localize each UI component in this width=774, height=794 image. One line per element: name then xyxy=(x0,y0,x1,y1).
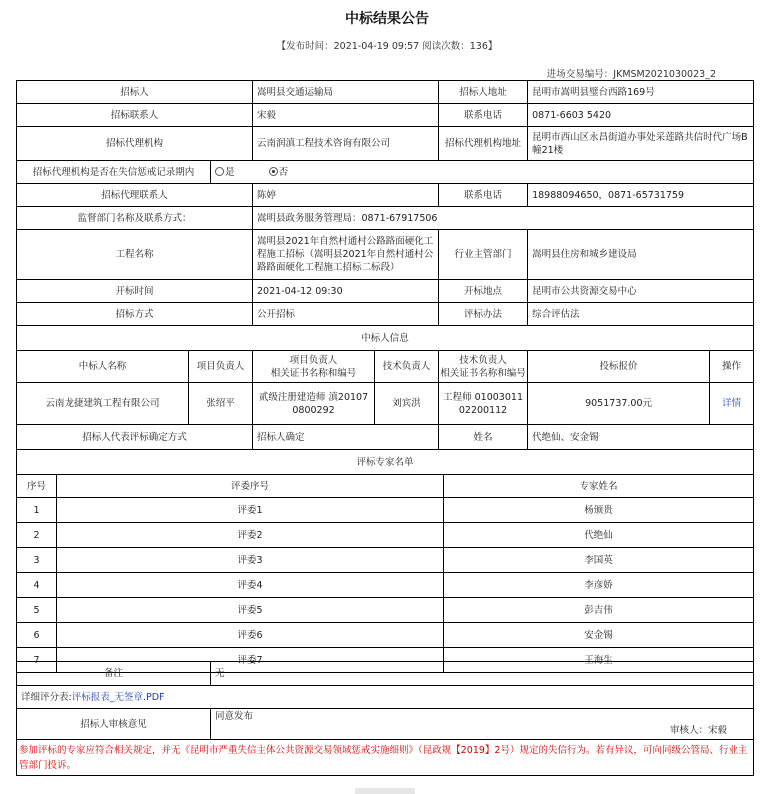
winner-tech-cert: 工程师 0100301102200112 xyxy=(439,383,528,425)
detail-pdf-link[interactable]: 评标报表_无签章.PDF xyxy=(71,691,165,703)
reviewer: 审核人：宋毅 xyxy=(669,725,727,736)
expert-seq: 评委7 xyxy=(57,648,444,673)
winner-header-tech: 技术负责人 xyxy=(375,351,439,383)
row-tenderer xyxy=(17,81,754,104)
agency-label: 招标代理机构 xyxy=(17,127,253,161)
project-label: 工程名称 xyxy=(17,230,253,280)
remark-value: 无 xyxy=(211,662,754,686)
contact-value: 宋毅 xyxy=(253,104,439,127)
row-winner xyxy=(17,383,754,425)
phone-label: 联系电话 xyxy=(439,104,528,127)
supervise-value: 嵩明县政务服务管理局：0871-67917506 xyxy=(253,207,754,230)
row-notice xyxy=(17,740,754,776)
row-supervise xyxy=(17,207,754,230)
winner-section-title: 中标人信息 xyxy=(17,326,754,351)
table-row xyxy=(17,548,754,573)
tenderer-address-label: 招标人地址 xyxy=(439,81,528,104)
table-row xyxy=(17,598,754,623)
table-row xyxy=(17,498,754,523)
row-confirm xyxy=(17,425,754,450)
winner-name: 云南龙捷建筑工程有限公司 xyxy=(17,383,189,425)
bottom-scroll-tab xyxy=(355,788,415,794)
winner-header-pm-cert: 项目负责人 相关证书名称和编号 xyxy=(253,351,375,383)
contact-label: 招标联系人 xyxy=(17,104,253,127)
row-agency-contact xyxy=(17,184,754,207)
expert-seq: 评委4 xyxy=(57,573,444,598)
agency-phone-label: 联系电话 xyxy=(439,184,528,207)
agency-address-label: 招标代理机构地址 xyxy=(439,127,528,161)
radio-yes-icon xyxy=(215,167,224,176)
tenderer-value: 嵩明县交通运输局 xyxy=(253,81,439,104)
page-title: 中标结果公告 xyxy=(345,11,429,27)
winner-tech: 刘宾洪 xyxy=(375,383,439,425)
agency-address-value: 昆明市西山区永昌街道办事处采莲路共信时代广场B幢21楼 xyxy=(528,127,754,161)
detail-cell xyxy=(17,686,754,709)
expert-name: 安金锡 xyxy=(444,623,754,648)
winner-pm: 张绍平 xyxy=(189,383,253,425)
radio-yes-label: 是 xyxy=(225,166,235,178)
confirm-name-value: 代绝仙、安金锡 xyxy=(528,425,754,450)
winner-pm-cert: 贰级注册建造师 滇201070800292 xyxy=(253,383,375,425)
expert-no: 5 xyxy=(17,598,57,623)
radio-yes[interactable] xyxy=(215,167,235,178)
expert-seq: 评委1 xyxy=(57,498,444,523)
expert-no: 4 xyxy=(17,573,57,598)
notice-text: 参加评标的专家应符合相关规定，并无《昆明市严重失信主体公共资源交易领域惩戒实施细则》（昆政规【2019】2号）规定的失信行为。若有异议，可向同级公管局、行业主管部门投诉。 xyxy=(17,740,754,776)
row-experts-section xyxy=(17,450,754,475)
expert-header-seq: 评委序号 xyxy=(57,475,444,498)
industry-label: 行业主管部门 xyxy=(439,230,528,280)
radio-no-selected-icon xyxy=(269,167,278,176)
supervise-label: 监督部门名称及联系方式： xyxy=(17,207,253,230)
row-detail xyxy=(17,686,754,709)
winner-header-tech-cert: 技术负责人 相关证书名称和编号 xyxy=(439,351,528,383)
expert-seq: 评委6 xyxy=(57,623,444,648)
open-place-value: 昆明市公共资源交易中心 xyxy=(528,280,754,303)
winner-bid: 9051737.00元 xyxy=(528,383,710,425)
agency-value: 云南润滇工程技术咨询有限公司 xyxy=(253,127,439,161)
expert-seq: 评委2 xyxy=(57,523,444,548)
publish-meta: 【发布时间：2021-04-19 09:57 阅读次数：136】 xyxy=(276,41,498,52)
row-winner-header xyxy=(17,351,754,383)
agency-phone-value: 18988094650，0871-65731759 xyxy=(528,184,754,207)
winner-header-op: 操作 xyxy=(710,351,754,383)
expert-no: 3 xyxy=(17,548,57,573)
expert-name: 王海生 xyxy=(444,648,754,673)
row-method xyxy=(17,303,754,326)
expert-name: 李国英 xyxy=(444,548,754,573)
row-agency xyxy=(17,127,754,161)
tenderer-label: 招标人 xyxy=(17,81,253,104)
trade-number: 进场交易编号：JKMSM2021030023_2 xyxy=(546,69,716,80)
winner-detail-link[interactable]: 详情 xyxy=(710,383,754,425)
eval-value: 综合评估法 xyxy=(528,303,754,326)
phone-value: 0871-6603 5420 xyxy=(528,104,754,127)
eval-label: 评标办法 xyxy=(439,303,528,326)
review-label: 招标人审核意见 xyxy=(17,709,211,740)
open-place-label: 开标地点 xyxy=(439,280,528,303)
footer-table xyxy=(16,661,754,776)
method-label: 招标方式 xyxy=(17,303,253,326)
expert-no: 7 xyxy=(17,648,57,673)
confirm-name-label: 姓名 xyxy=(439,425,528,450)
expert-no: 6 xyxy=(17,623,57,648)
row-winner-section xyxy=(17,326,754,351)
table-row xyxy=(17,523,754,548)
industry-value: 嵩明县住房和城乡建设局 xyxy=(528,230,754,280)
table-row xyxy=(17,623,754,648)
row-project xyxy=(17,230,754,280)
expert-no: 1 xyxy=(17,498,57,523)
expert-name: 代绝仙 xyxy=(444,523,754,548)
method-value: 公开招标 xyxy=(253,303,439,326)
confirm-value: 招标人确定 xyxy=(253,425,439,450)
row-discipline xyxy=(17,161,754,184)
expert-name: 李彦娇 xyxy=(444,573,754,598)
experts-section-title: 评标专家名单 xyxy=(17,450,754,475)
table-row xyxy=(17,573,754,598)
review-value: 同意发布 xyxy=(215,711,254,722)
winner-header-name: 中标人名称 xyxy=(17,351,189,383)
result-table xyxy=(16,80,754,475)
open-time-label: 开标时间 xyxy=(17,280,253,303)
expert-name: 杨颁贵 xyxy=(444,498,754,523)
discipline-options xyxy=(211,161,754,184)
project-value: 嵩明县2021年自然村通村公路路面硬化工程施工招标（嵩明县2021年自然村通村公路路面硬化工程施工招标二标段） xyxy=(253,230,439,280)
expert-seq: 评委5 xyxy=(57,598,444,623)
row-review xyxy=(17,709,754,740)
detail-prefix: 详细评分表: xyxy=(21,691,72,703)
agency-contact-value: 陈婷 xyxy=(253,184,439,207)
expert-seq: 评委3 xyxy=(57,548,444,573)
expert-no: 2 xyxy=(17,523,57,548)
discipline-label: 招标代理机构是否在失信惩戒记录期内 xyxy=(17,161,211,184)
expert-name: 彭吉伟 xyxy=(444,598,754,623)
row-open-time xyxy=(17,280,754,303)
review-cell xyxy=(211,709,754,740)
expert-header-name: 专家姓名 xyxy=(444,475,754,498)
agency-contact-label: 招标代理联系人 xyxy=(17,184,253,207)
open-time-value: 2021-04-12 09:30 xyxy=(253,280,439,303)
winner-header-bid: 投标报价 xyxy=(528,351,710,383)
experts-table xyxy=(16,474,754,673)
remark-label: 备注 xyxy=(17,662,211,686)
radio-no[interactable] xyxy=(269,167,289,178)
radio-no-label: 否 xyxy=(278,166,289,178)
tenderer-address-value: 昆明市嵩明县璧台西路169号 xyxy=(528,81,754,104)
row-contact xyxy=(17,104,754,127)
row-remark xyxy=(17,662,754,686)
expert-header-no: 序号 xyxy=(17,475,57,498)
winner-header-pm: 项目负责人 xyxy=(189,351,253,383)
confirm-label: 招标人代表评标确定方式 xyxy=(17,425,253,450)
expert-header-row xyxy=(17,475,754,498)
